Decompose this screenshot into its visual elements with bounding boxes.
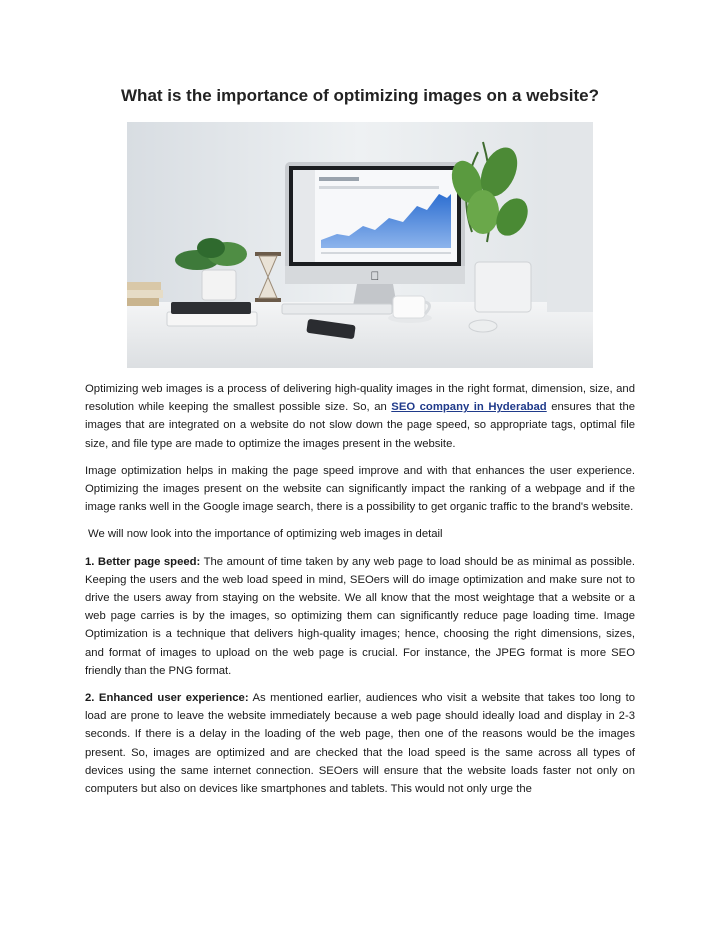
paragraph-text: ensures that the images that are integrated on a website do not slow down the page speed, so appropriate tags, optimal file size, and file type are made to optimize the images present in the website. xyxy=(85,401,636,450)
article-body xyxy=(85,380,635,807)
paragraph-lead-in: We will now look into the importance of optimizing web images in detail xyxy=(88,528,443,541)
apple-icon xyxy=(371,269,380,283)
paragraph-intro xyxy=(85,380,635,453)
hero-image xyxy=(127,122,593,368)
coffee-cup xyxy=(388,296,432,323)
section-heading: 2. Enhanced user experience: xyxy=(85,692,249,705)
desk-workspace-illustration xyxy=(127,122,593,368)
paragraph-enhanced-user-experience xyxy=(85,689,635,798)
seo-company-link[interactable]: SEO company in Hyderabad xyxy=(391,401,547,414)
section-heading: 1. Better page speed: xyxy=(85,555,201,568)
paragraph-image-optimization: Image optimization helps in making the page speed improve and with that enhances the user experience. Optimizing the images present on the website can significantly impact the ranking of a webpage and if the image ranks well in the Google image search, there is a possibility to get organic traffic to the brand's website. xyxy=(85,464,635,514)
paragraph-text: Optimizing web images is a process of delivering high-quality images in the right format, dimension, size, and resolution while keeping the smallest possible size. So, an xyxy=(85,383,635,414)
page-title: What is the importance of optimizing images on a website? xyxy=(121,86,599,105)
paragraph-better-page-speed xyxy=(85,553,635,680)
paragraph-text: As mentioned earlier, audiences who visit a website that takes too long to load are prone to leave the website immediately because a web page should ideally load and display in 2-3 seconds. If there is a delay in the loading of the web page, then one of the reasons would be the images present. So, images are optimized and are checked that the load speed is the same across all types of devices using the same internet connection. SEOers will ensure that the website loads faster not only on computers but also on devices like smartphones and tablets. This would not only urge the xyxy=(85,692,636,796)
paragraph-text: The amount of time taken by any web page to load should be as minimal as possible. Keeping the users and the web load speed in mind, SEOers will do image optimization and make sure not to drive the users away from staying on the website. We all know that the most weightage that a website or a web page carries is by the images, so optimizing them can significantly reduce page loading time. Image Optimization is a technique that delivers high-quality images; hence, choosing the right dimensions, sizes, and format of images to upload on the web page is crucial. For instance, the JPEG format is more SEO friendly than the PNG format. xyxy=(85,555,636,677)
